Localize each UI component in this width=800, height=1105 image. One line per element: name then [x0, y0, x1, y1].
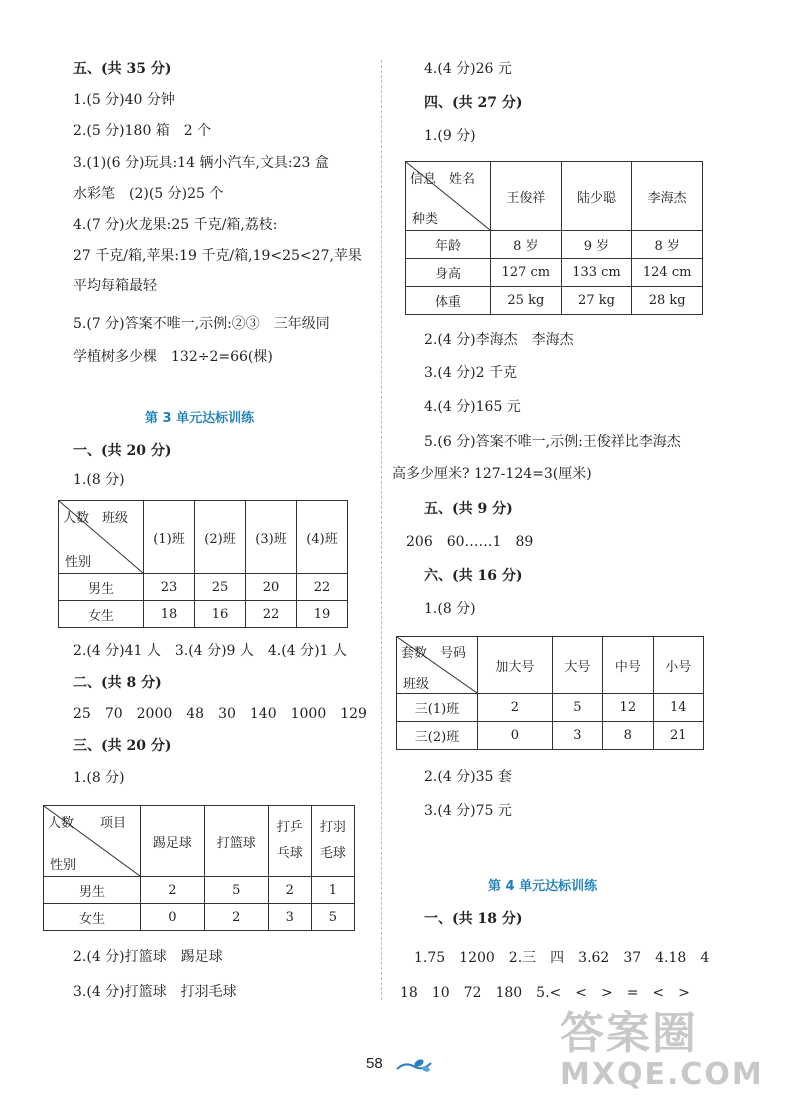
answer-line: 5.(7 分)答案不唯一,示例:②③ 三年级同 — [73, 316, 330, 332]
table-cell: 28 kg — [632, 287, 703, 315]
row-label: 身高 — [406, 259, 491, 287]
column-header: (2)班 — [195, 501, 246, 574]
row-label: 女生 — [44, 904, 141, 931]
column-header: 陆少聪 — [561, 162, 632, 231]
watermark — [560, 1010, 764, 1092]
watermark-text: 答案圈 MXQE.COM — [560, 1008, 764, 1092]
header-label: 性别 — [65, 555, 92, 570]
table-cell: 8 — [603, 722, 653, 750]
column-header: 大号 — [552, 637, 602, 694]
class-gender-table — [58, 500, 348, 628]
answer-line: 1.(9 分) — [424, 128, 476, 144]
table-cell: 8 岁 — [632, 231, 703, 259]
answer-line: 1.(5 分)40 分钟 — [73, 92, 175, 108]
column-divider — [381, 60, 382, 1000]
answer-line: 3.(4 分)2 千克 — [424, 365, 517, 381]
section-title: 五、(共 9 分) — [424, 501, 513, 517]
answer-line: 1.75 1200 2.三 四 3.62 37 4.18 4 — [414, 950, 710, 966]
row-label: 体重 — [406, 287, 491, 315]
header-label: 班级 — [403, 677, 430, 692]
header-label: 信息 姓名 — [410, 172, 476, 187]
answer-line: 18 10 72 180 5.< < > = < > — [400, 985, 690, 1001]
section-title: 一、(共 20 分) — [73, 443, 172, 459]
answer-line: 1.(8 分) — [73, 472, 125, 488]
column-header: 小号 — [653, 637, 703, 694]
table-cell: 0 — [478, 722, 553, 750]
table-cell: 22 — [297, 574, 348, 601]
table-row — [59, 601, 348, 628]
column-header: 加大号 — [478, 637, 553, 694]
table-row — [44, 904, 355, 931]
table-cell: 2 — [478, 694, 553, 722]
header-label: 种类 — [412, 212, 439, 227]
table-cell: 27 kg — [561, 287, 632, 315]
answer-line: 27 千克/箱,苹果:19 千克/箱,19<25<27,苹果 — [73, 248, 362, 264]
table-cell: 5 — [552, 694, 602, 722]
column-header: (3)班 — [246, 501, 297, 574]
answer-line: 平均每箱最轻 — [73, 278, 157, 294]
header-label: 人数 班级 — [63, 511, 129, 526]
header-label: 性别 — [50, 858, 77, 873]
table-cell: 133 cm — [561, 259, 632, 287]
column-header-line: 乓球 — [276, 846, 303, 861]
section-title: 三、(共 20 分) — [73, 738, 172, 754]
answer-line: 5.(6 分)答案不唯一,示例:王俊祥比李海杰 — [424, 434, 681, 450]
table-cell: 23 — [144, 574, 195, 601]
answer-line: 4.(4 分)165 元 — [424, 399, 521, 415]
row-label: 三(2)班 — [397, 722, 478, 750]
answer-line: 学植树多少棵 132÷2=66(棵) — [73, 349, 273, 365]
column-header: 李海杰 — [632, 162, 703, 231]
column-header: (4)班 — [297, 501, 348, 574]
table-cell: 18 — [144, 601, 195, 628]
section-title: 二、(共 8 分) — [73, 675, 162, 691]
answer-line: 4.(7 分)火龙果:25 千克/箱,荔枝: — [73, 217, 278, 233]
answer-line: 2.(4 分)打篮球 踢足球 — [73, 949, 223, 965]
answer-line: 2.(4 分)35 套 — [424, 769, 512, 785]
column-header: 中号 — [603, 637, 653, 694]
answer-line: 2.(4 分)李海杰 李海杰 — [424, 332, 574, 348]
section-title: 一、(共 18 分) — [424, 911, 523, 927]
table-row — [406, 287, 703, 315]
row-label: 男生 — [59, 574, 144, 601]
sports-table — [43, 805, 355, 931]
row-label: 男生 — [44, 877, 141, 904]
table-cell: 3 — [552, 722, 602, 750]
column-header: 打篮球 — [204, 806, 268, 877]
leaf-ornament-icon — [395, 1055, 435, 1081]
answer-line: 3.(1)(6 分)玩具:14 辆小汽车,文具:23 盒 — [73, 155, 329, 171]
diagonal-header-cell — [406, 162, 491, 231]
answer-line: 206 60……1 89 — [406, 534, 534, 550]
table-cell: 16 — [195, 601, 246, 628]
answer-line: 3.(4 分)75 元 — [424, 803, 512, 819]
column-header — [268, 806, 311, 877]
table-row — [59, 574, 348, 601]
table-cell: 2 — [204, 904, 268, 931]
header-label: 人数 项目 — [48, 816, 127, 831]
table-cell: 9 岁 — [561, 231, 632, 259]
diagonal-header-cell — [397, 637, 478, 694]
header-label: 套数 号码 — [401, 646, 467, 661]
table-cell: 20 — [246, 574, 297, 601]
column-header: 踢足球 — [141, 806, 205, 877]
table-cell: 3 — [268, 904, 311, 931]
section-5-title: 五、(共 35 分) — [73, 61, 172, 77]
row-label: 三(1)班 — [397, 694, 478, 722]
uniform-size-table — [396, 636, 704, 750]
answer-line: 高多少厘米? 127-124=3(厘米) — [392, 466, 592, 482]
answer-line: 25 70 2000 48 30 140 1000 129 — [73, 706, 367, 722]
table-cell: 8 岁 — [491, 231, 562, 259]
table-row — [397, 694, 704, 722]
table-cell: 2 — [141, 877, 205, 904]
table-cell: 14 — [653, 694, 703, 722]
section-title: 六、(共 16 分) — [424, 568, 523, 584]
diagonal-header-cell — [59, 501, 144, 574]
table-row — [397, 722, 704, 750]
row-label: 年龄 — [406, 231, 491, 259]
table-row — [406, 231, 703, 259]
diagonal-header-cell — [44, 806, 141, 877]
student-info-table — [405, 161, 703, 315]
answer-line: 水彩笔 (2)(5 分)25 个 — [73, 186, 224, 202]
column-header-line: 打乒 — [276, 820, 303, 835]
table-cell: 124 cm — [632, 259, 703, 287]
answer-line: 4.(4 分)26 元 — [424, 61, 512, 77]
table-cell: 25 kg — [491, 287, 562, 315]
table-row — [406, 259, 703, 287]
row-label: 女生 — [59, 601, 144, 628]
column-header: 王俊祥 — [491, 162, 562, 231]
table-cell: 12 — [603, 694, 653, 722]
table-cell: 25 — [195, 574, 246, 601]
unit-4-title: 第 4 单元达标训练 — [488, 879, 598, 894]
column-header-line: 打羽 — [319, 820, 346, 835]
table-cell: 127 cm — [491, 259, 562, 287]
table-cell: 5 — [311, 904, 354, 931]
table-cell: 0 — [141, 904, 205, 931]
answer-line: 1.(8 分) — [424, 601, 476, 617]
table-cell: 21 — [653, 722, 703, 750]
answer-line: 1.(8 分) — [73, 770, 125, 786]
page-number: 58 — [366, 1055, 383, 1072]
table-row — [44, 877, 355, 904]
answer-line: 3.(4 分)打篮球 打羽毛球 — [73, 984, 237, 1000]
column-header-line: 毛球 — [319, 846, 346, 861]
table-cell: 19 — [297, 601, 348, 628]
table-cell: 1 — [311, 877, 354, 904]
column-header: (1)班 — [144, 501, 195, 574]
table-cell: 2 — [268, 877, 311, 904]
section-title: 四、(共 27 分) — [424, 95, 523, 111]
answer-line: 2.(5 分)180 箱 2 个 — [73, 123, 212, 139]
column-header — [311, 806, 354, 877]
table-cell: 5 — [204, 877, 268, 904]
unit-3-title: 第 3 单元达标训练 — [145, 411, 255, 426]
table-cell: 22 — [246, 601, 297, 628]
answer-line: 2.(4 分)41 人 3.(4 分)9 人 4.(4 分)1 人 — [73, 643, 347, 659]
